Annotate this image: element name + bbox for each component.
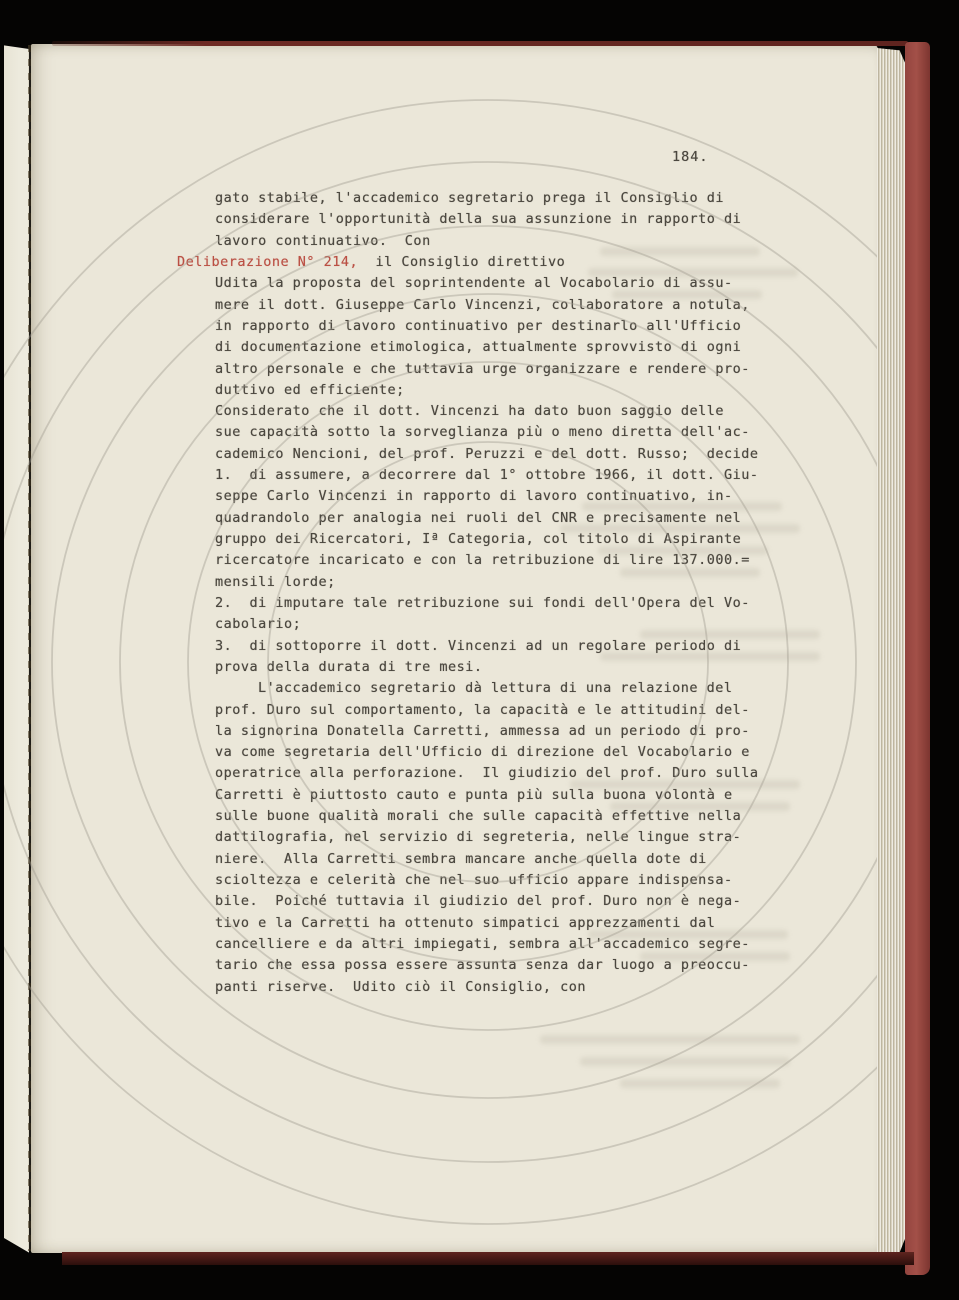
bleed-through-smudge — [588, 930, 788, 939]
text-line: mensili lorde; — [215, 573, 336, 590]
text-line: 3. di sottoporre il dott. Vincenzi ad un regolare periodo di — [215, 637, 742, 654]
bleed-through-smudge — [600, 652, 820, 661]
text-line-continuation: il Consiglio direttivo — [358, 253, 566, 270]
text-line: gato stabile, l'accademico segretario prega il Consiglio di — [215, 190, 725, 206]
text-line: 1. di assumere, a decorrere dal 1° ottobre 1966, il dott. Giu- — [215, 467, 759, 484]
text-line: prova della durata di tre mesi. — [215, 658, 483, 675]
text-line: lavoro continuativo. Con — [215, 232, 431, 249]
text-line: considerare l'opportunità della sua assunzione in rapporto di — [215, 211, 742, 228]
text-line: di documentazione etimologica, attualmente sprovvisto di ogni — [215, 339, 742, 356]
bleed-through-smudge — [640, 952, 790, 961]
book-cover-top-edge — [52, 41, 908, 46]
text-line: bile. Poiché tuttavia il giudizio del prof. Duro non è nega- — [215, 893, 742, 910]
page-number: 184. — [672, 149, 709, 165]
text-line: sulle buone qualità morali che sulle capacità effettive nella — [215, 808, 742, 825]
text-line: tivo e la Carretti ha ottenuto simpatici apprezzamenti dal — [215, 914, 716, 931]
text-line: scioltezza e celerità che nel suo ufficio appare indispensa- — [215, 872, 733, 888]
text-line: panti riserve. Udito ciò il Consiglio, con — [215, 978, 586, 995]
text-line: mere il dott. Giuseppe Carlo Vincenzi, collaboratore a notula, — [215, 296, 750, 313]
text-line: dattilografia, nel servizio di segreteria, nelle lingue stra- — [215, 829, 742, 846]
text-line: Considerato che il dott. Vincenzi ha dato buon saggio delle — [215, 403, 725, 420]
bleed-through-smudge — [640, 630, 820, 639]
bleed-through-smudge — [570, 780, 800, 789]
bleed-through-smudge — [540, 1035, 800, 1044]
text-line: Udita la proposta del soprintendente al Vocabolario di assu- — [215, 275, 733, 292]
text-line: gruppo dei Ricercatori, Iª Categoria, col titolo di Aspirante — [215, 531, 742, 547]
text-line: 2. di imputare tale retribuzione sui fondi dell'Opera del Vo- — [215, 594, 750, 611]
text-line: duttivo ed efficiente; — [215, 381, 405, 398]
book-cover-bottom-edge — [62, 1252, 914, 1265]
text-line: cabolario; — [215, 616, 302, 633]
bleed-through-smudge — [598, 546, 768, 555]
text-line: cancelliere e da altri impiegati, sembra all'accademico segre- — [215, 935, 750, 952]
text-line: seppe Carlo Vincenzi in rapporto di lavoro continuativo, in- — [215, 488, 733, 505]
page-stack-fore-edge — [877, 48, 906, 1258]
text-line: Carretti è piuttosto cauto e punta più sulla buona volontà e — [215, 786, 733, 803]
text-line: prof. Duro sul comportamento, la capacità e le attitudini del- — [215, 701, 750, 718]
text-line: va come segretaria dell'Ufficio di direzione del Vocabolario e — [215, 744, 750, 761]
bleed-through-smudge — [582, 502, 782, 511]
bleed-through-smudge — [560, 524, 800, 533]
text-line: tario che essa possa essere assunta senza dar luogo a preoccu- — [215, 957, 750, 974]
book-cover-right — [905, 42, 930, 1275]
text-line: sue capacità sotto la sorveglianza più o meno diretta dell'ac- — [215, 424, 750, 441]
text-line: in rapporto di lavoro continuativo per destinarlo all'Ufficio — [215, 317, 742, 334]
typewritten-text — [177, 188, 759, 998]
bleed-through-smudge — [580, 1057, 790, 1066]
bleed-through-smudge — [588, 268, 798, 277]
text-line: quadrandolo per analogia nei ruoli del CNR e precisamente nel — [215, 509, 742, 526]
text-line: operatrice alla perforazione. Il giudizio del prof. Duro sulla — [215, 765, 759, 782]
bleed-through-smudge — [620, 1079, 780, 1088]
text-line: L'accademico segretario dà lettura di una relazione del — [258, 680, 733, 697]
text-line: niere. Alla Carretti sembra mancare anche quella dote di — [215, 850, 707, 867]
bleed-through-smudge — [612, 290, 762, 299]
text-line: cademico Nencioni, del prof. Peruzzi e del dott. Russo; decide — [215, 445, 759, 462]
bleed-through-smudge — [620, 568, 760, 577]
text-line: la signorina Donatella Carretti, ammessa ad un periodo di pro- — [215, 722, 750, 739]
bleed-through-smudge — [600, 247, 760, 256]
deliberation-number-label: Deliberazione N° 214, — [177, 253, 359, 270]
text-line: ricercatore incaricato e con la retribuzione di lire 137.000.= — [215, 552, 750, 569]
bleed-through-smudge — [610, 802, 790, 811]
facing-page-edge — [4, 38, 29, 1260]
text-line: altro personale e che tuttavia urge organizzare e rendere pro- — [215, 360, 750, 377]
